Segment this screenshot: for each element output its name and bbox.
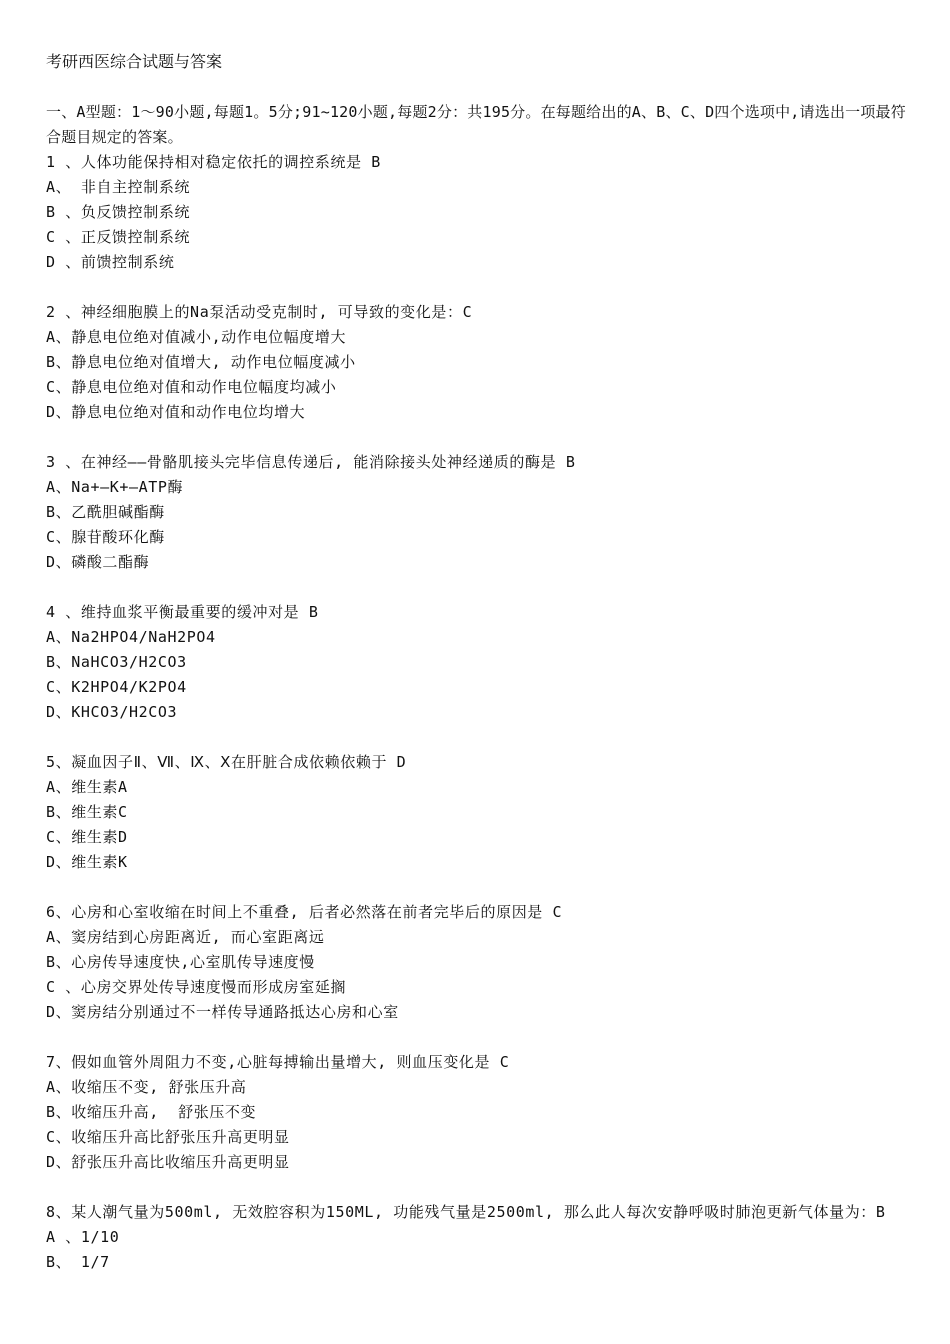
option-b: B、静息电位绝对值增大, 动作电位幅度减小	[46, 353, 356, 371]
question-3	[46, 450, 908, 575]
option-a: A、静息电位绝对值减小,动作电位幅度增大	[46, 328, 347, 346]
option-d: D 、前馈控制系统	[46, 253, 175, 271]
option-c: C 、心房交界处传导速度慢而形成房室延搁	[46, 978, 347, 996]
option-c: C 、正反馈控制系统	[46, 228, 191, 246]
question-stem: 8、某人潮气量为500ml, 无效腔容积为150ML, 功能残气量是2500ml, 那么此人每次安静呼吸时肺泡更新气体量为：B	[46, 1203, 886, 1221]
option-c: C、收缩压升高比舒张压升高更明显	[46, 1128, 290, 1146]
option-d: D、磷酸二酯酶	[46, 553, 150, 571]
question-stem: 5、凝血因子Ⅱ、Ⅶ、Ⅸ、Ⅹ在肝脏合成依赖依赖于 D	[46, 753, 407, 771]
question-2	[46, 300, 908, 425]
option-c: C、维生素D	[46, 828, 128, 846]
option-a: A、 非自主控制系统	[46, 178, 191, 196]
question-7	[46, 1050, 908, 1175]
option-b: B、NaHCO3/H2CO3	[46, 653, 187, 671]
question-stem: 2 、神经细胞膜上的Na泵活动受克制时, 可导致的变化是：C	[46, 303, 473, 321]
question-stem: 6、心房和心室收缩在时间上不重叠, 后者必然落在前者完毕后的原因是 C	[46, 903, 563, 921]
option-a: A、窦房结到心房距离近, 而心室距离远	[46, 928, 325, 946]
question-1	[46, 150, 908, 275]
question-8	[46, 1200, 908, 1275]
option-a: A、Na+—K+—ATP酶	[46, 478, 184, 496]
option-b: B、 1/7	[46, 1253, 110, 1271]
option-a: A、Na2HPO4/NaH2PO4	[46, 628, 216, 646]
question-5	[46, 750, 908, 875]
question-stem: 3 、在神经——骨骼肌接头完毕信息传递后, 能消除接头处神经递质的酶是 B	[46, 453, 576, 471]
option-c: C、腺苷酸环化酶	[46, 528, 165, 546]
question-stem: 4 、维持血浆平衡最重要的缓冲对是 B	[46, 603, 319, 621]
option-d: D、窦房结分别通过不一样传导通路抵达心房和心室	[46, 1003, 399, 1021]
option-d: D、舒张压升高比收缩压升高更明显	[46, 1153, 290, 1171]
option-d: D、静息电位绝对值和动作电位均增大	[46, 403, 306, 421]
option-a: A、维生素A	[46, 778, 128, 796]
option-a: A 、1/10	[46, 1228, 120, 1246]
option-b: B、维生素C	[46, 803, 128, 821]
option-b: B 、负反馈控制系统	[46, 203, 191, 221]
question-4	[46, 600, 908, 725]
option-d: D、维生素K	[46, 853, 128, 871]
question-stem: 1 、人体功能保持相对稳定依托的调控系统是 B	[46, 153, 381, 171]
question-6	[46, 900, 908, 1025]
document-title: 考研西医综合试题与答案	[46, 52, 223, 71]
option-b: B、乙酰胆碱酯酶	[46, 503, 165, 521]
option-a: A、收缩压不变, 舒张压升高	[46, 1078, 247, 1096]
option-c: C、K2HPO4/K2PO4	[46, 678, 187, 696]
option-c: C、静息电位绝对值和动作电位幅度均减小	[46, 378, 337, 396]
section-intro: 一、A型题：1～90小题,每题1。5分;91~120小题,每题2分：共195分。在每题给出的A、B、C、D四个选项中,请选出一项最符合题目规定的答案。	[46, 103, 906, 146]
option-b: B、收缩压升高, 舒张压不变	[46, 1103, 257, 1121]
question-stem: 7、假如血管外周阻力不变,心脏每搏输出量增大, 则血压变化是 C	[46, 1053, 510, 1071]
option-d: D、KHCO3/H2CO3	[46, 703, 178, 721]
document-page	[46, 50, 908, 1300]
option-b: B、心房传导速度快,心室肌传导速度慢	[46, 953, 315, 971]
